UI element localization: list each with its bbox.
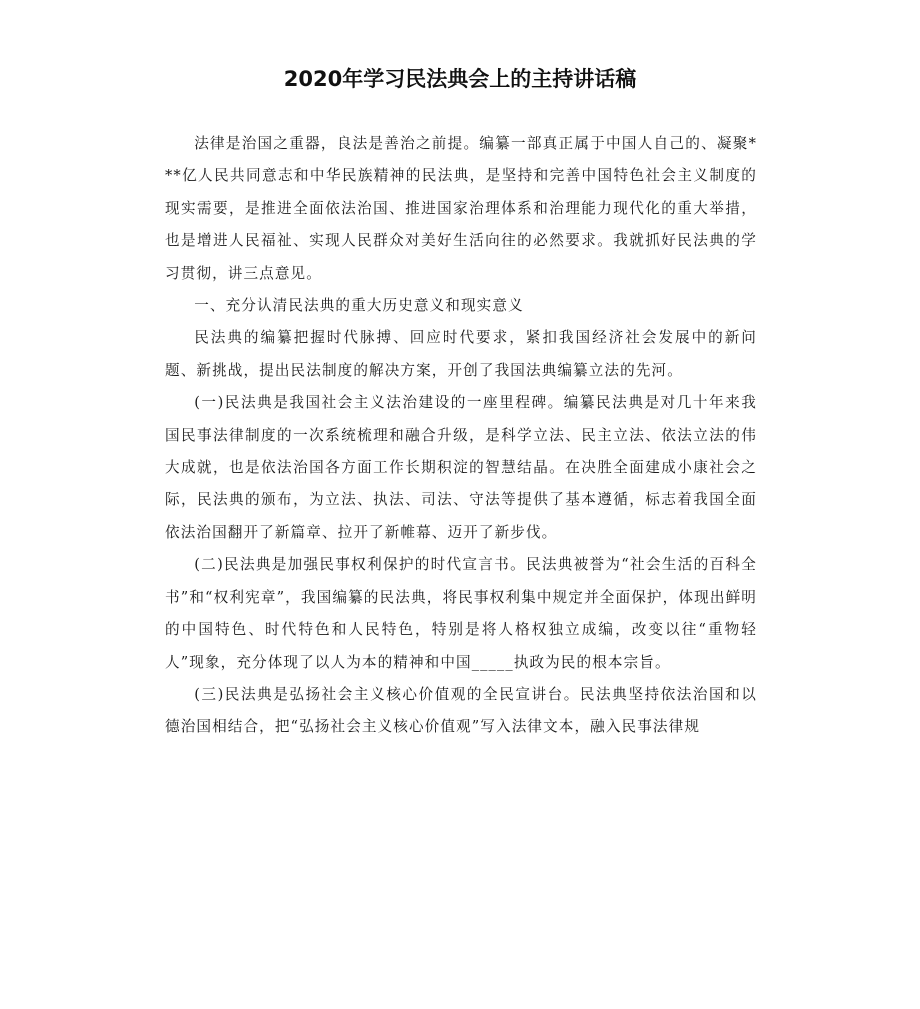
document-title: 2020年学习民法典会上的主持讲话稿 <box>283 67 637 91</box>
paragraph-point-3: (三)民法典是弘扬社会主义核心价值观的全民宣讲台。民法典坚持依法治国和以德治国相结合，把“弘扬社会主义核心价值观”写入法律文本，融入民事法律规 <box>165 685 757 736</box>
paragraph-point-2: (二)民法典是加强民事权利保护的时代宣言书。民法典被誉为“社会生活的百科全书”和“权利宪章”，我国编纂的民法典，将民事权利集中规定并全面保护，体现出鲜明的中国特色、时代特色和人民特色，特别是将人格权独立成编，改变以往“重物轻人”现象，充分体现了以人为本的精神和中国_____执政为民的根本宗旨。 <box>165 556 757 671</box>
paragraph-point-1: (一)民法典是我国社会主义法治建设的一座里程碑。编纂民法典是对几十年来我国民事法律制度的一次系统梳理和融合升级，是科学立法、民主立法、依法立法的伟大成就，也是依法治国各方面工作长期积淀的智慧结晶。在决胜全面建成小康社会之际，民法典的颁布，为立法、执法、司法、守法等提供了基本遵循，标志着我国全面依法治国翻开了新篇章、拉开了新帷幕、迈开了新步伐。 <box>165 394 757 541</box>
document-body <box>165 128 757 744</box>
paragraph-section-1-intro: 民法典的编纂把握时代脉搏、回应时代要求，紧扣我国经济社会发展中的新问题、新挑战，提出民法制度的解决方案，开创了我国法典编纂立法的先河。 <box>165 329 757 379</box>
section-heading-1: 一、充分认清民法典的重大历史意义和现实意义 <box>194 297 524 315</box>
paragraph-intro: 法律是治国之重器，良法是善治之前提。编纂一部真正属于中国人自己的、凝聚***亿人民共同意志和中华民族精神的民法典，是坚持和完善中国特色社会主义制度的现实需要，是推进全面依法治国、推进国家治理体系和治理能力现代化的重大举措，也是增进人民福祉、实现人民群众对美好生活向往的必然要求。我就抓好民法典的学习贯彻，讲三点意见。 <box>165 135 757 282</box>
